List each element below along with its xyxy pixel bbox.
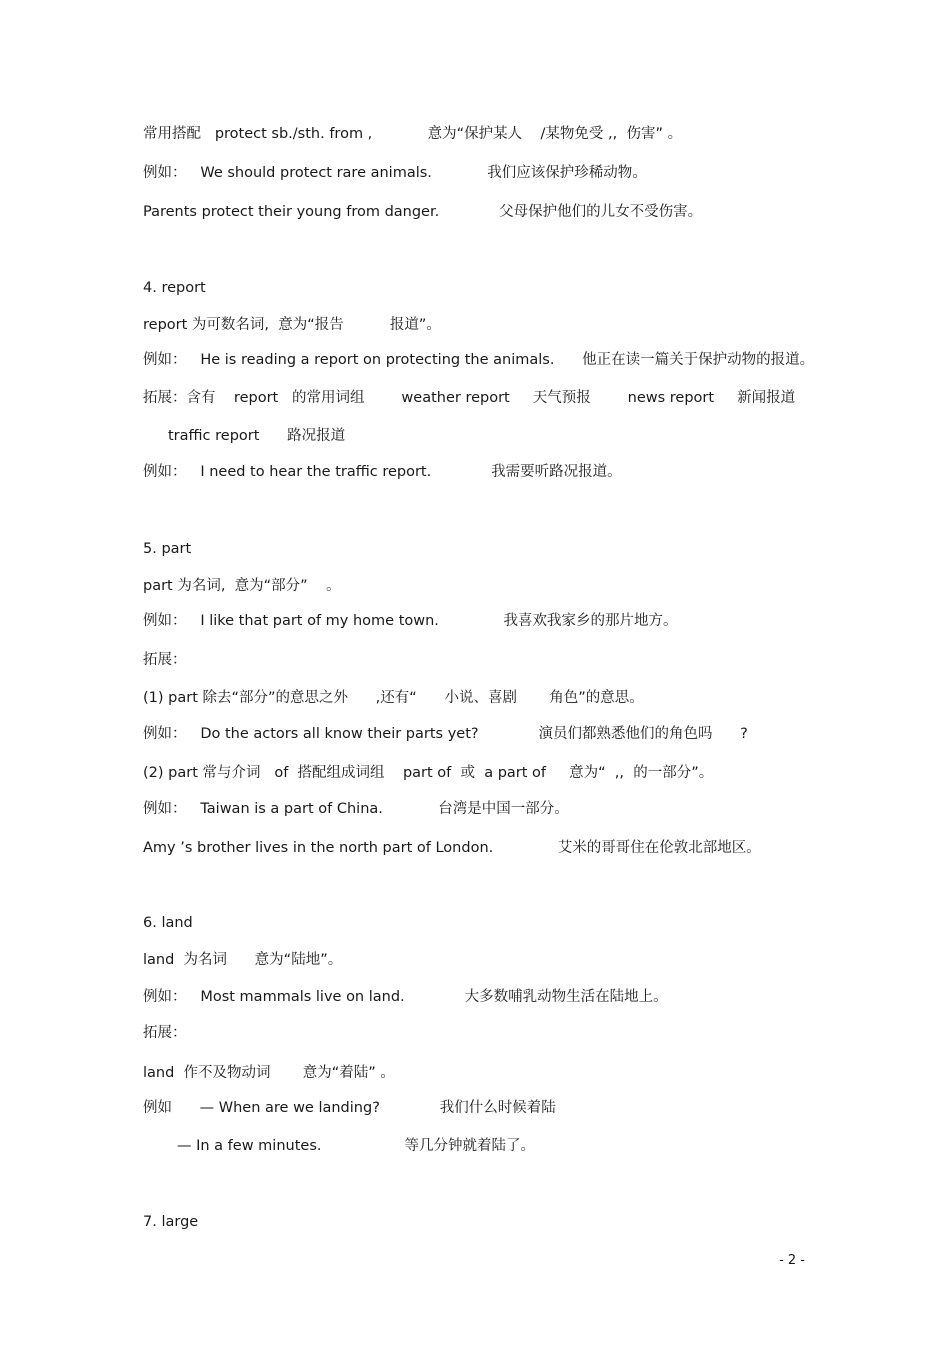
extension-line: land 作不及物动词 意为“着陆” 。 xyxy=(143,1065,395,1081)
example-line: 例如： Taiwan is a part of China. 台湾是中国一部分。 xyxy=(143,801,569,817)
example-line: 例如： Most mammals live on land. 大多数哺乳动物生活在陆地上。 xyxy=(143,989,668,1005)
example-line: 例如： Do the actors all know their parts yet? 演员们都熟悉他们的角色吗 ? xyxy=(143,726,748,742)
extension-line: (2) part 常与介词 of 搭配组成词组 part of 或 a part of 意为“ ,, 的一部分”。 xyxy=(143,765,714,781)
extension-label: 拓展： xyxy=(143,1025,187,1041)
collocation-line: 常用搭配 protect sb./sth. from , 意为“保护某人 /某物免受 ,, 伤害” 。 xyxy=(143,126,683,142)
section-heading-land: 6. land xyxy=(143,915,193,931)
example-line: 例如： I like that part of my home town. 我喜欢我家乡的那片地方。 xyxy=(143,613,678,629)
example-line: 例如： He is reading a report on protecting the animals. 他正在读一篇关于保护动物的报道。 xyxy=(143,352,815,368)
example-line: Amy ’s brother lives in the north part of London. 艾米的哥哥住在伦敦北部地区。 xyxy=(143,840,761,856)
example-line: 例如： I need to hear the traffic report. 我需要听路况报道。 xyxy=(143,464,622,480)
definition-line: report 为可数名词, 意为“报告 报道”。 xyxy=(143,317,441,333)
dialogue-line: — In a few minutes. 等几分钟就着陆了。 xyxy=(177,1138,535,1154)
page-number: - 2 - xyxy=(779,1253,805,1268)
example-line: 例如： We should protect rare animals. 我们应该保护珍稀动物。 xyxy=(143,165,647,181)
dialogue-line: 例如 — When are we landing? 我们什么时候着陆 xyxy=(143,1100,556,1116)
extension-line: 拓展：含有 report 的常用词组 weather report 天气预报 news report 新闻报道 xyxy=(143,390,796,406)
section-heading-large: 7. large xyxy=(143,1214,199,1230)
section-heading-part: 5. part xyxy=(143,541,192,557)
extension-line: traffic report 路况报道 xyxy=(168,428,346,444)
definition-line: land 为名词 意为“陆地”。 xyxy=(143,952,343,968)
extension-line: (1) part 除去“部分”的意思之外 ,还有“ 小说、喜剧 角色”的意思。 xyxy=(143,690,644,706)
example-line: Parents protect their young from danger. 父母保护他们的儿女不受伤害。 xyxy=(143,204,703,220)
definition-line: part 为名词, 意为“部分” 。 xyxy=(143,578,341,594)
extension-label: 拓展： xyxy=(143,652,187,668)
section-heading-report: 4. report xyxy=(143,280,206,296)
